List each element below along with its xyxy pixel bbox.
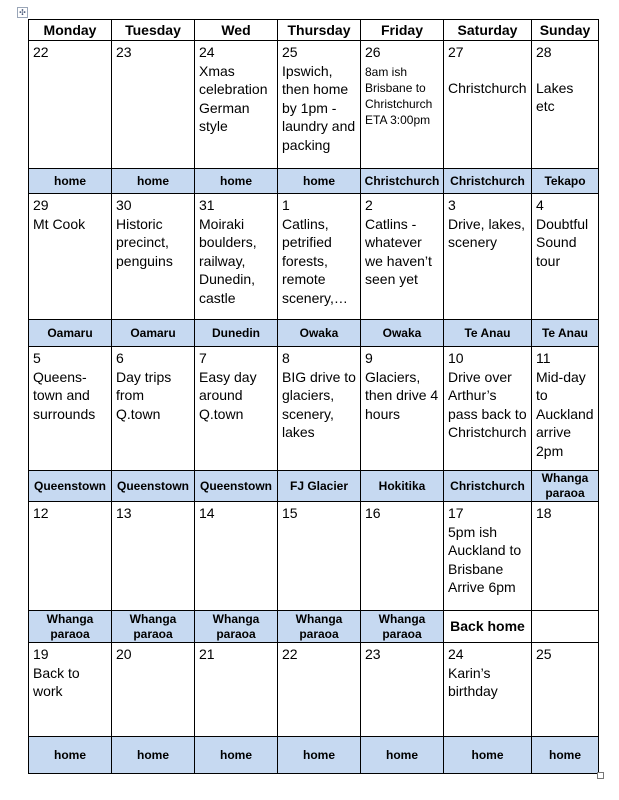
- day-date: 7: [199, 350, 207, 366]
- day-text: Christchurch: [448, 79, 527, 96]
- day-cell[interactable]: [532, 643, 599, 737]
- location-cell: Christchurch: [444, 169, 532, 194]
- day-date: 16: [365, 505, 381, 521]
- day-date: 24: [448, 646, 464, 662]
- location-cell: Christchurch: [361, 169, 444, 194]
- location-cell: Whanga paraoa: [195, 611, 278, 643]
- location-cell: Whanga paraoa: [29, 611, 112, 643]
- day-date: 23: [116, 44, 132, 60]
- header-row: [29, 20, 599, 41]
- location-cell: Tekapo: [532, 169, 599, 194]
- location-cell: Oamaru: [112, 320, 195, 347]
- day-cell[interactable]: [444, 347, 532, 471]
- day-date: 30: [116, 197, 132, 213]
- trip-calendar-table: [28, 19, 599, 774]
- day-date: 6: [116, 350, 124, 366]
- day-date: 1: [282, 197, 290, 213]
- day-cell[interactable]: [532, 194, 599, 320]
- day-text: BIG drive to glaciers, scenery, lakes: [282, 368, 356, 440]
- day-cell[interactable]: [444, 643, 532, 737]
- day-text: Drive, lakes, scenery: [448, 215, 526, 250]
- week-4-location-row: [29, 611, 599, 643]
- day-date: 8: [282, 350, 290, 366]
- location-cell: Queenstown: [29, 471, 112, 502]
- week-2-location-row: [29, 320, 599, 347]
- day-cell[interactable]: [29, 194, 112, 320]
- day-date: 23: [365, 646, 381, 662]
- day-cell[interactable]: [532, 502, 599, 611]
- day-date: 31: [199, 197, 215, 213]
- day-text: Historic precinct, penguins: [116, 215, 173, 269]
- week-1-location-row: [29, 169, 599, 194]
- location-cell: home: [278, 169, 361, 194]
- location-cell: home: [29, 169, 112, 194]
- location-cell: home: [112, 737, 195, 774]
- day-date: 25: [536, 646, 552, 662]
- location-cell: Whanga paraoa: [112, 611, 195, 643]
- day-text: Moiraki boulders, railway, Dunedin, castle: [199, 215, 257, 306]
- day-cell[interactable]: [195, 41, 278, 169]
- day-text: 5pm ish Auckland to Brisbane Arrive 6pm: [448, 523, 522, 595]
- day-date: 10: [448, 350, 464, 366]
- location-cell: home: [278, 737, 361, 774]
- day-cell[interactable]: [361, 347, 444, 471]
- day-cell[interactable]: [112, 194, 195, 320]
- day-date: 19: [33, 646, 49, 662]
- week-1-day-row: [29, 41, 599, 169]
- day-cell[interactable]: [278, 41, 361, 169]
- day-cell[interactable]: [361, 502, 444, 611]
- day-text: 8am ish Brisbane to Christchurch ETA 3:00pm: [365, 64, 433, 127]
- day-text: Easy day around Q.town: [199, 368, 257, 422]
- location-cell: [532, 611, 599, 643]
- day-text: Lakes etc: [536, 79, 574, 114]
- day-date: 18: [536, 505, 552, 521]
- header-friday: Friday: [361, 20, 444, 41]
- day-cell[interactable]: [112, 502, 195, 611]
- week-3-day-row: [29, 347, 599, 471]
- location-cell: home: [444, 737, 532, 774]
- day-date: 12: [33, 505, 49, 521]
- day-text: Drive over Arthur’s pass back to Christchurch: [448, 368, 527, 440]
- day-date: 25: [282, 44, 298, 60]
- day-cell[interactable]: [29, 41, 112, 169]
- day-cell[interactable]: [29, 347, 112, 471]
- location-cell: Owaka: [361, 320, 444, 347]
- day-text: Mid-day to Auckland arrive 2pm: [536, 368, 594, 459]
- day-text: Glaciers, then drive 4 hours: [365, 368, 439, 422]
- day-cell[interactable]: [278, 502, 361, 611]
- day-date: 27: [448, 44, 464, 60]
- day-cell[interactable]: [444, 41, 532, 169]
- day-date: 14: [199, 505, 215, 521]
- day-date: 11: [536, 350, 551, 366]
- location-cell: Oamaru: [29, 320, 112, 347]
- day-date: 2: [365, 197, 373, 213]
- location-cell: home: [112, 169, 195, 194]
- day-date: 3: [448, 197, 456, 213]
- day-cell[interactable]: [29, 502, 112, 611]
- header-saturday: Saturday: [444, 20, 532, 41]
- day-text: Catlins - whatever we haven’t seen yet: [365, 215, 432, 287]
- day-date: 21: [199, 646, 215, 662]
- location-cell: Whanga paraoa: [361, 611, 444, 643]
- day-date: 22: [33, 44, 49, 60]
- day-cell[interactable]: [278, 643, 361, 737]
- day-text: Mt Cook: [33, 215, 86, 232]
- day-text: Doubtful Sound tour: [536, 215, 589, 269]
- header-thursday: Thursday: [278, 20, 361, 41]
- day-date: 28: [536, 44, 552, 60]
- location-cell: Back home: [444, 611, 532, 643]
- location-cell: FJ Glacier: [278, 471, 361, 502]
- location-cell: home: [532, 737, 599, 774]
- location-cell: Dunedin: [195, 320, 278, 347]
- day-cell[interactable]: [278, 347, 361, 471]
- day-text: Day trips from Q.town: [116, 368, 172, 422]
- table-move-handle-icon[interactable]: ✣: [17, 7, 28, 18]
- day-cell[interactable]: [112, 347, 195, 471]
- day-text: Queens-town and surrounds: [33, 368, 96, 422]
- day-cell[interactable]: [361, 643, 444, 737]
- location-cell: Te Anau: [444, 320, 532, 347]
- day-text: Karin’s birthday: [448, 664, 498, 699]
- day-cell[interactable]: [278, 194, 361, 320]
- day-cell[interactable]: [195, 502, 278, 611]
- header-wednesday: Wed: [195, 20, 278, 41]
- day-date: 22: [282, 646, 298, 662]
- week-2-day-row: [29, 194, 599, 320]
- day-cell[interactable]: [29, 643, 112, 737]
- day-cell[interactable]: [195, 194, 278, 320]
- day-date: 17: [448, 505, 464, 521]
- day-date: 15: [282, 505, 298, 521]
- day-date: 20: [116, 646, 132, 662]
- day-cell[interactable]: [361, 194, 444, 320]
- location-cell: Whanga paraoa: [532, 471, 599, 502]
- table-resize-handle-icon[interactable]: [597, 772, 604, 779]
- day-text: Catlins, petrified forests, remote scenery,…: [282, 215, 348, 306]
- location-cell: Christchurch: [444, 471, 532, 502]
- day-text: Ipswich, then home by 1pm - laundry and packing: [282, 62, 356, 153]
- week-4-day-row: [29, 502, 599, 611]
- day-cell[interactable]: [112, 41, 195, 169]
- day-cell[interactable]: [532, 347, 599, 471]
- day-date: 13: [116, 505, 132, 521]
- location-cell: Te Anau: [532, 320, 599, 347]
- day-cell[interactable]: [195, 643, 278, 737]
- day-cell[interactable]: [361, 41, 444, 169]
- location-cell: Queenstown: [112, 471, 195, 502]
- day-cell[interactable]: [532, 41, 599, 169]
- location-cell: home: [361, 737, 444, 774]
- location-cell: home: [195, 737, 278, 774]
- location-cell: home: [29, 737, 112, 774]
- day-date: 4: [536, 197, 544, 213]
- day-text: Xmas celebration German style: [199, 62, 268, 134]
- header-monday: Monday: [29, 20, 112, 41]
- day-date: 29: [33, 197, 49, 213]
- week-3-location-row: [29, 471, 599, 502]
- header-tuesday: Tuesday: [112, 20, 195, 41]
- day-cell[interactable]: [112, 643, 195, 737]
- location-cell: Queenstown: [195, 471, 278, 502]
- day-date: 9: [365, 350, 373, 366]
- week-5-day-row: [29, 643, 599, 737]
- day-cell[interactable]: [444, 502, 532, 611]
- day-cell[interactable]: [444, 194, 532, 320]
- day-cell[interactable]: [195, 347, 278, 471]
- day-date: 5: [33, 350, 41, 366]
- location-cell: Hokitika: [361, 471, 444, 502]
- day-date: 26: [365, 44, 381, 60]
- day-text: Back to work: [33, 664, 80, 699]
- location-cell: home: [195, 169, 278, 194]
- location-cell: Whanga paraoa: [278, 611, 361, 643]
- location-cell: Owaka: [278, 320, 361, 347]
- header-sunday: Sunday: [532, 20, 599, 41]
- day-date: 24: [199, 44, 215, 60]
- week-5-location-row: [29, 737, 599, 774]
